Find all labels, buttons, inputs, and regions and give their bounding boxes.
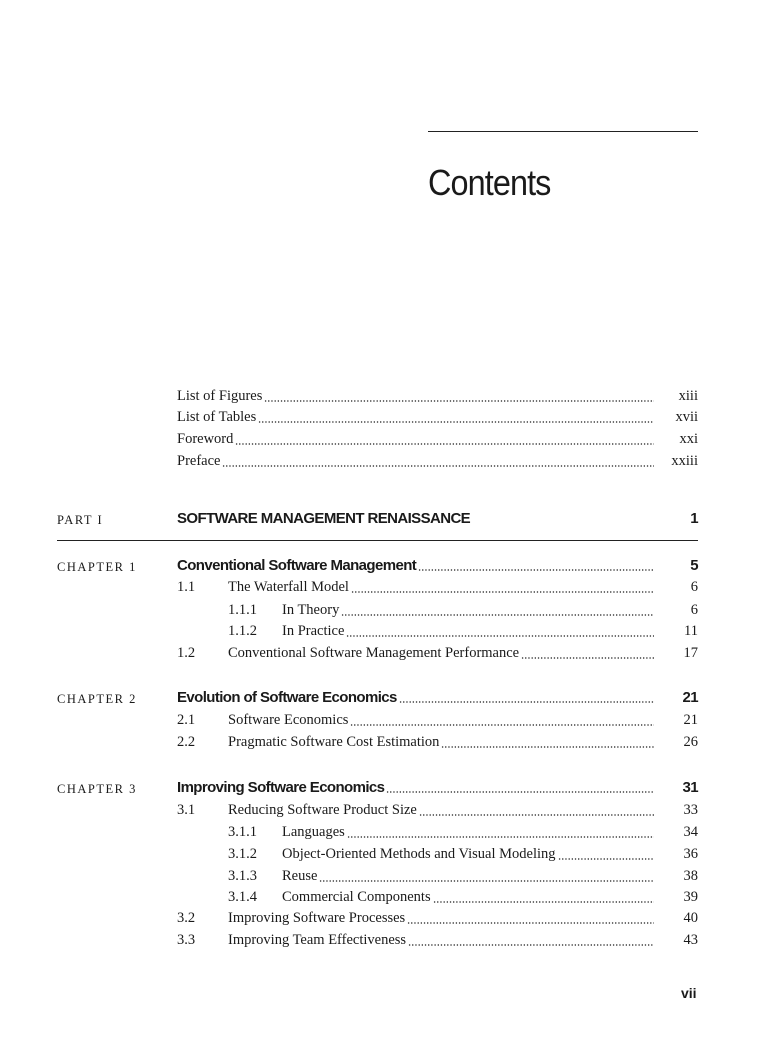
entry-title: [177, 453, 220, 470]
toc-entry-chapter[interactable]: [177, 689, 698, 709]
chapter-label: CHAPTER 3: [57, 782, 137, 796]
entry-title: [177, 802, 417, 819]
toc-entry-subsection[interactable]: [228, 846, 698, 866]
entry-page: 40: [683, 910, 698, 926]
dot-leader: [433, 900, 654, 904]
entry-page: 26: [683, 734, 698, 750]
dot-leader: [418, 568, 654, 572]
entry-page: 33: [683, 802, 698, 818]
entry-title-text: Software Economics: [228, 712, 349, 728]
entry-title: [228, 889, 431, 906]
toc-entry-section[interactable]: [177, 579, 698, 599]
entry-page: xxi: [679, 431, 698, 447]
toc-entry-chapter[interactable]: [177, 779, 698, 799]
entry-title-text: Reuse: [282, 868, 318, 884]
entry-title: [177, 779, 384, 796]
toc-entry-section[interactable]: [177, 645, 698, 665]
entry-page: xiii: [678, 388, 698, 404]
entry-number: 2.1: [177, 712, 196, 728]
entry-page: 5: [690, 557, 698, 574]
entry-title-text: Commercial Components: [282, 889, 431, 905]
entry-title-text: Preface: [177, 453, 221, 469]
entry-page: xvii: [675, 409, 698, 425]
entry-title-text: Improving Software Processes: [228, 910, 406, 926]
toc-entry-subsection[interactable]: [228, 889, 698, 909]
entry-number: 3.1.3: [228, 868, 257, 884]
toc-entry-subsection[interactable]: [228, 868, 698, 888]
entry-title-text: Conventional Software Management: [177, 557, 417, 574]
entry-title-text: List of Figures: [177, 388, 263, 404]
entry-title-text: Foreword: [177, 431, 234, 447]
toc-entry-front-matter[interactable]: [177, 453, 698, 473]
entry-title-text: Pragmatic Software Cost Estimation: [228, 734, 440, 750]
entry-number: 3.1.2: [228, 846, 257, 862]
toc-entry-section[interactable]: [177, 734, 698, 754]
entry-page: 31: [682, 779, 698, 796]
toc-entry-chapter[interactable]: [177, 557, 698, 577]
entry-number: 1.2: [177, 645, 196, 661]
entry-title: [177, 689, 397, 706]
entry-title: [177, 734, 439, 751]
dot-leader: [350, 723, 654, 727]
entry-title: [228, 824, 345, 841]
chapter-label: CHAPTER 1: [57, 560, 137, 574]
entry-title: [177, 712, 348, 729]
toc-entry-section[interactable]: [177, 712, 698, 732]
entry-title-text: Reducing Software Product Size: [228, 802, 417, 818]
entry-title: [228, 602, 339, 619]
entry-title: [177, 388, 262, 405]
top-rule: [428, 131, 698, 132]
entry-title: [228, 846, 556, 863]
entry-page: 34: [683, 824, 698, 840]
entry-title: [228, 623, 344, 640]
toc-entry-subsection[interactable]: [228, 623, 698, 643]
toc-entry-subsection[interactable]: [228, 602, 698, 622]
dot-leader: [441, 745, 654, 749]
entry-title: [177, 645, 519, 662]
entry-title: [228, 868, 317, 885]
entry-page: 6: [690, 602, 698, 618]
entry-page: 43: [683, 932, 698, 948]
dot-leader: [235, 442, 654, 446]
entry-title: [177, 431, 233, 448]
page-title: Contents: [428, 162, 551, 203]
toc-entry-front-matter[interactable]: [177, 431, 698, 451]
dot-leader: [264, 399, 654, 403]
dot-leader: [258, 420, 654, 424]
dot-leader: [399, 700, 654, 704]
toc-entry-section[interactable]: [177, 802, 698, 822]
entry-title-text: The Waterfall Model: [228, 579, 349, 595]
entry-number: 3.1.4: [228, 889, 257, 905]
entry-title-text: Evolution of Software Economics: [177, 689, 397, 706]
entry-number: 1.1.2: [228, 623, 257, 639]
entry-title: [177, 557, 416, 574]
entry-title: [177, 510, 470, 527]
entry-number: 1.1.1: [228, 602, 257, 618]
entry-title-text: List of Tables: [177, 409, 257, 425]
toc-entry-part[interactable]: [177, 510, 698, 530]
entry-number: 3.1.1: [228, 824, 257, 840]
dot-leader: [347, 835, 654, 839]
dot-leader: [346, 634, 654, 638]
entry-title-text: SOFTWARE MANAGEMENT RENAISSANCE: [177, 510, 471, 527]
entry-number: 2.2: [177, 734, 196, 750]
part-rule: [57, 540, 698, 541]
entry-page: xxiii: [671, 453, 698, 469]
entry-number: 3.3: [177, 932, 196, 948]
entry-title-text: Object-Oriented Methods and Visual Modeling: [282, 846, 556, 862]
entry-number: 3.2: [177, 910, 196, 926]
entry-page: 11: [684, 623, 698, 639]
entry-page: 6: [690, 579, 698, 595]
toc-entry-front-matter[interactable]: [177, 409, 698, 429]
toc-entry-section[interactable]: [177, 932, 698, 952]
entry-page: 36: [683, 846, 698, 862]
toc-entry-front-matter[interactable]: [177, 388, 698, 408]
dot-leader: [319, 879, 654, 883]
entry-title-text: In Practice: [282, 623, 345, 639]
entry-title: [177, 409, 256, 426]
entry-page: 39: [683, 889, 698, 905]
entry-title-text: Conventional Software Management Performance: [228, 645, 520, 661]
dot-leader: [351, 590, 654, 594]
dot-leader: [419, 813, 654, 817]
part-label: PART I: [57, 513, 104, 527]
entry-title: [177, 910, 405, 927]
entry-page: 17: [683, 645, 698, 661]
toc-entry-section[interactable]: [177, 910, 698, 930]
entry-page: 21: [682, 689, 698, 706]
entry-title-text: In Theory: [282, 602, 340, 618]
dot-leader: [521, 656, 654, 660]
entry-page: 21: [683, 712, 698, 728]
toc-entry-subsection[interactable]: [228, 824, 698, 844]
dot-leader: [407, 921, 654, 925]
dot-leader: [386, 790, 654, 794]
entry-title: [177, 579, 349, 596]
entry-page: 38: [683, 868, 698, 884]
entry-title-text: Improving Software Economics: [177, 779, 385, 796]
entry-number: 3.1: [177, 802, 196, 818]
dot-leader: [558, 857, 654, 861]
entry-number: 1.1: [177, 579, 196, 595]
dot-leader: [222, 464, 654, 468]
dot-leader: [341, 613, 654, 617]
dot-leader: [408, 943, 654, 947]
page-number-folio: vii: [681, 985, 697, 1001]
entry-title: [177, 932, 406, 949]
chapter-label: CHAPTER 2: [57, 692, 137, 706]
entry-title-text: Improving Team Effectiveness: [228, 932, 407, 948]
entry-title-text: Languages: [282, 824, 345, 840]
entry-page: 1: [690, 510, 698, 527]
